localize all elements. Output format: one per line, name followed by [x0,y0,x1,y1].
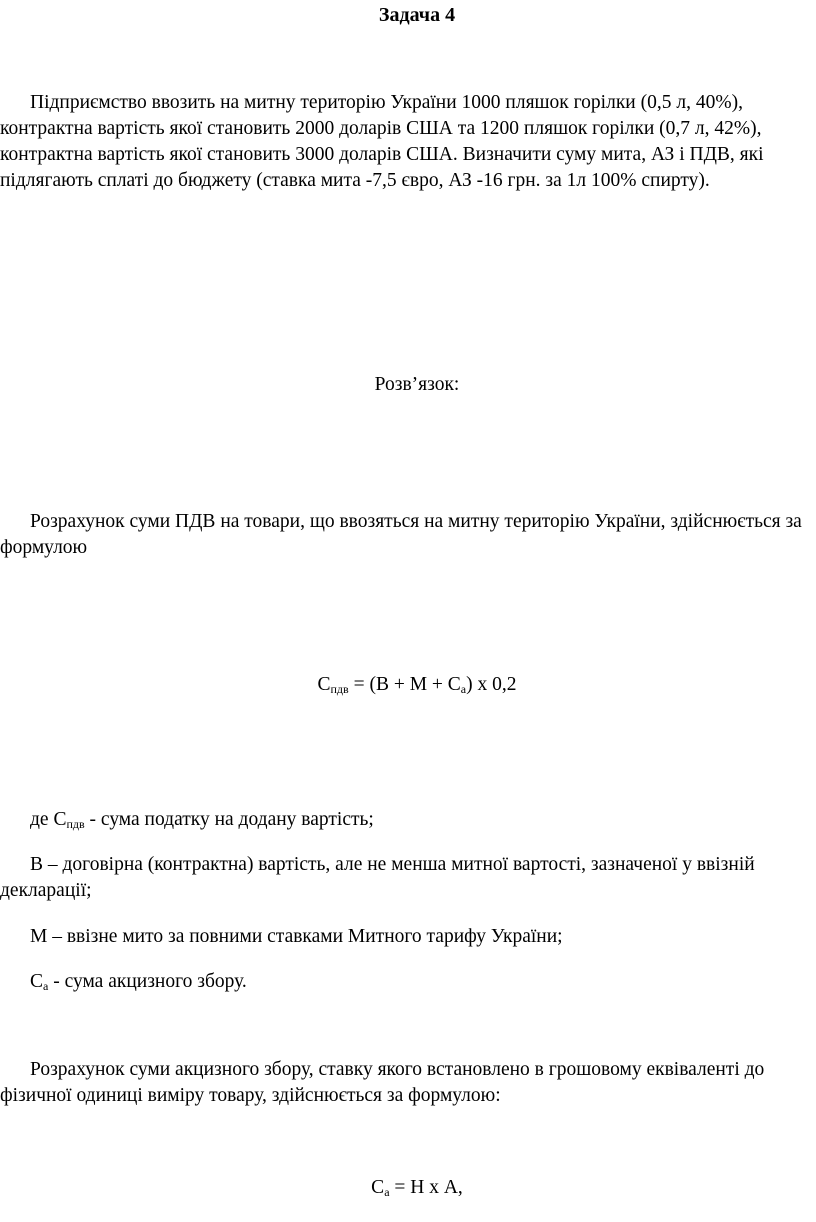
definition-contract-value [0,852,814,904]
definition-2-text: В – договірна (контрактна) вартість, але не менша митної вартості, зазначеної у ввізній декларації; [0,854,755,901]
definition-import-duty [0,924,814,950]
definition-vat-sum [0,807,814,833]
definition-1-prefix: де С [30,809,67,830]
solution-heading: Розв’язок: [374,374,460,395]
definition-3-text: М – ввізне мито за повними ставками Митного тарифу України; [30,926,563,947]
vat-intro [0,509,814,561]
definition-1-sub: пдв [66,817,85,831]
formula-vat [0,672,816,698]
formula-excise-lhs-sub: а [384,1185,390,1199]
problem-statement [0,90,814,194]
formula-excise-tail: = Н х А, [389,1177,463,1198]
formula-excise-lhs: С [371,1177,385,1198]
formula-vat-tail: ) х 0,2 [466,674,517,695]
vat-intro-text: Розрахунок суми ПДВ на товари, що ввозяться на митну територію України, здійснюється за формулою [0,511,802,558]
formula-vat-lhs: С [317,674,331,695]
formula-vat-lhs-sub: пдв [330,682,349,696]
definition-1-text: - сума податку на додану вартість; [84,809,374,830]
definition-excise-sum [0,969,814,995]
formula-vat-a-sub: а [460,682,467,696]
formula-excise [0,1175,816,1201]
problem-text: Підприємство ввозить на митну територію України 1000 пляшок горілки (0,5 л, 40%), контрактна вартість якої становить 2000 доларів США та 1200 пляшок горілки (0,7 л, 42%), контрактна вартість якої становить 3000 доларів США. Визначити суму мита, АЗ і ПДВ, які підлягають сплаті до бюджету (ставка мита -7,5 євро, АЗ -16 грн. за 1л 100% спирту). [0,92,764,191]
definition-4-prefix: С [30,971,44,992]
excise-intro [0,1057,814,1109]
formula-vat-eq: = (В + М + С [348,674,461,695]
excise-intro-text: Розрахунок суми акцизного збору, ставку якого встановлено в грошовому еквіваленті до фізичної одиниці виміру товару, здійснюється за формулою: [0,1059,765,1106]
page-title: Задача 4 [378,4,456,26]
definition-4-text: - сума акцизного збору. [48,971,247,992]
definition-4-sub: а [43,979,49,993]
